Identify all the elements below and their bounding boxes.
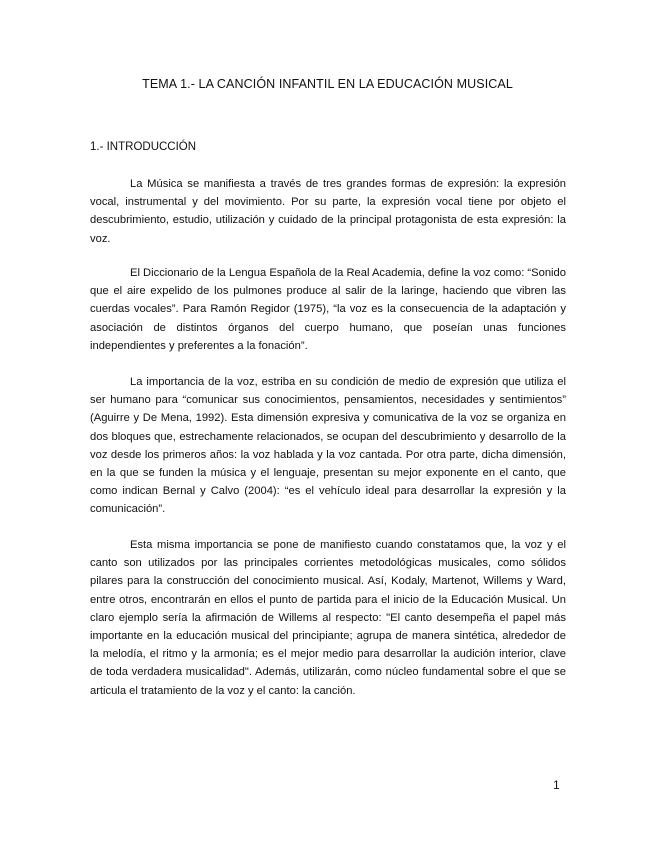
document-title: TEMA 1.- LA CANCIÓN INFANTIL EN LA EDUCACIÓN MUSICAL xyxy=(142,77,513,91)
paragraph-3: La importancia de la voz, estriba en su condición de medio de expresión que utiliza el ser humano para “comunicar sus conocimientos, pensamientos, necesidades y sentimientos” (Aguirre y De Mena, 1992). Esta dimensión expresiva y comunicativa de la voz se organiza en dos bloques que, estrechamente relacionados, se ocupan del descubrimiento y desarrollo de la voz desde los primeros años: la voz hablada y la voz cantada. Por otra parte, dicha dimensión, en la que se funden la música y el lenguaje, presentan su mejor exponente en el canto, que como indican Bernal y Calvo (2004): “es el vehículo ideal para desarrollar la expresión y la comunicación”. xyxy=(90,376,566,516)
page-number: 1 xyxy=(553,778,560,792)
section-heading: 1.- INTRODUCCIÓN xyxy=(90,141,197,153)
paragraph-1: La Música se manifiesta a través de tres grandes formas de expresión: la expresión vocal, instrumental y del movimiento. Por su parte, la expresión vocal tiene por objeto el descubrimiento, estudio, utilización y cuidado de la principal protagonista de esta expresión: la voz. xyxy=(90,178,566,245)
paragraph-2: El Diccionario de la Lengua Española de la Real Academia, define la voz como: “Sonido que el aire expelido de los pulmones produce al salir de la laringe, haciendo que vibren las cuerdas vocales”. Para Ramón Regidor (1975), “la voz es la consecuencia de la adaptación y asociación de distintos órganos del cuerpo humano, que poseían unas funciones independientes y preferentes a la fonación”. xyxy=(90,267,566,352)
paragraph-4: Esta misma importancia se pone de manifiesto cuando constatamos que, la voz y el canto son utilizados por las principales corrientes metodológicas musicales, como sólidos pilares para la construcción del conocimiento musical. Así, Kodaly, Martenot, Willems y Ward, entre otros, encontrarán en ellos el punto de partida para el inicio de la Educación Musical. Un claro ejemplo sería la afirmación de Willems al respecto: "El canto desempeña el papel más importante en la educación musical del principiante; agrupa de manera sintética, alrededor de la melodía, el ritmo y la armonía; es el mejor medio para desarrollar la audición interior, clave de toda verdadera musicalidad". Además, utilizarán, como núcleo fundamental sobre el que se articula el tratamiento de la voz y el canto: la canción. xyxy=(90,539,566,697)
